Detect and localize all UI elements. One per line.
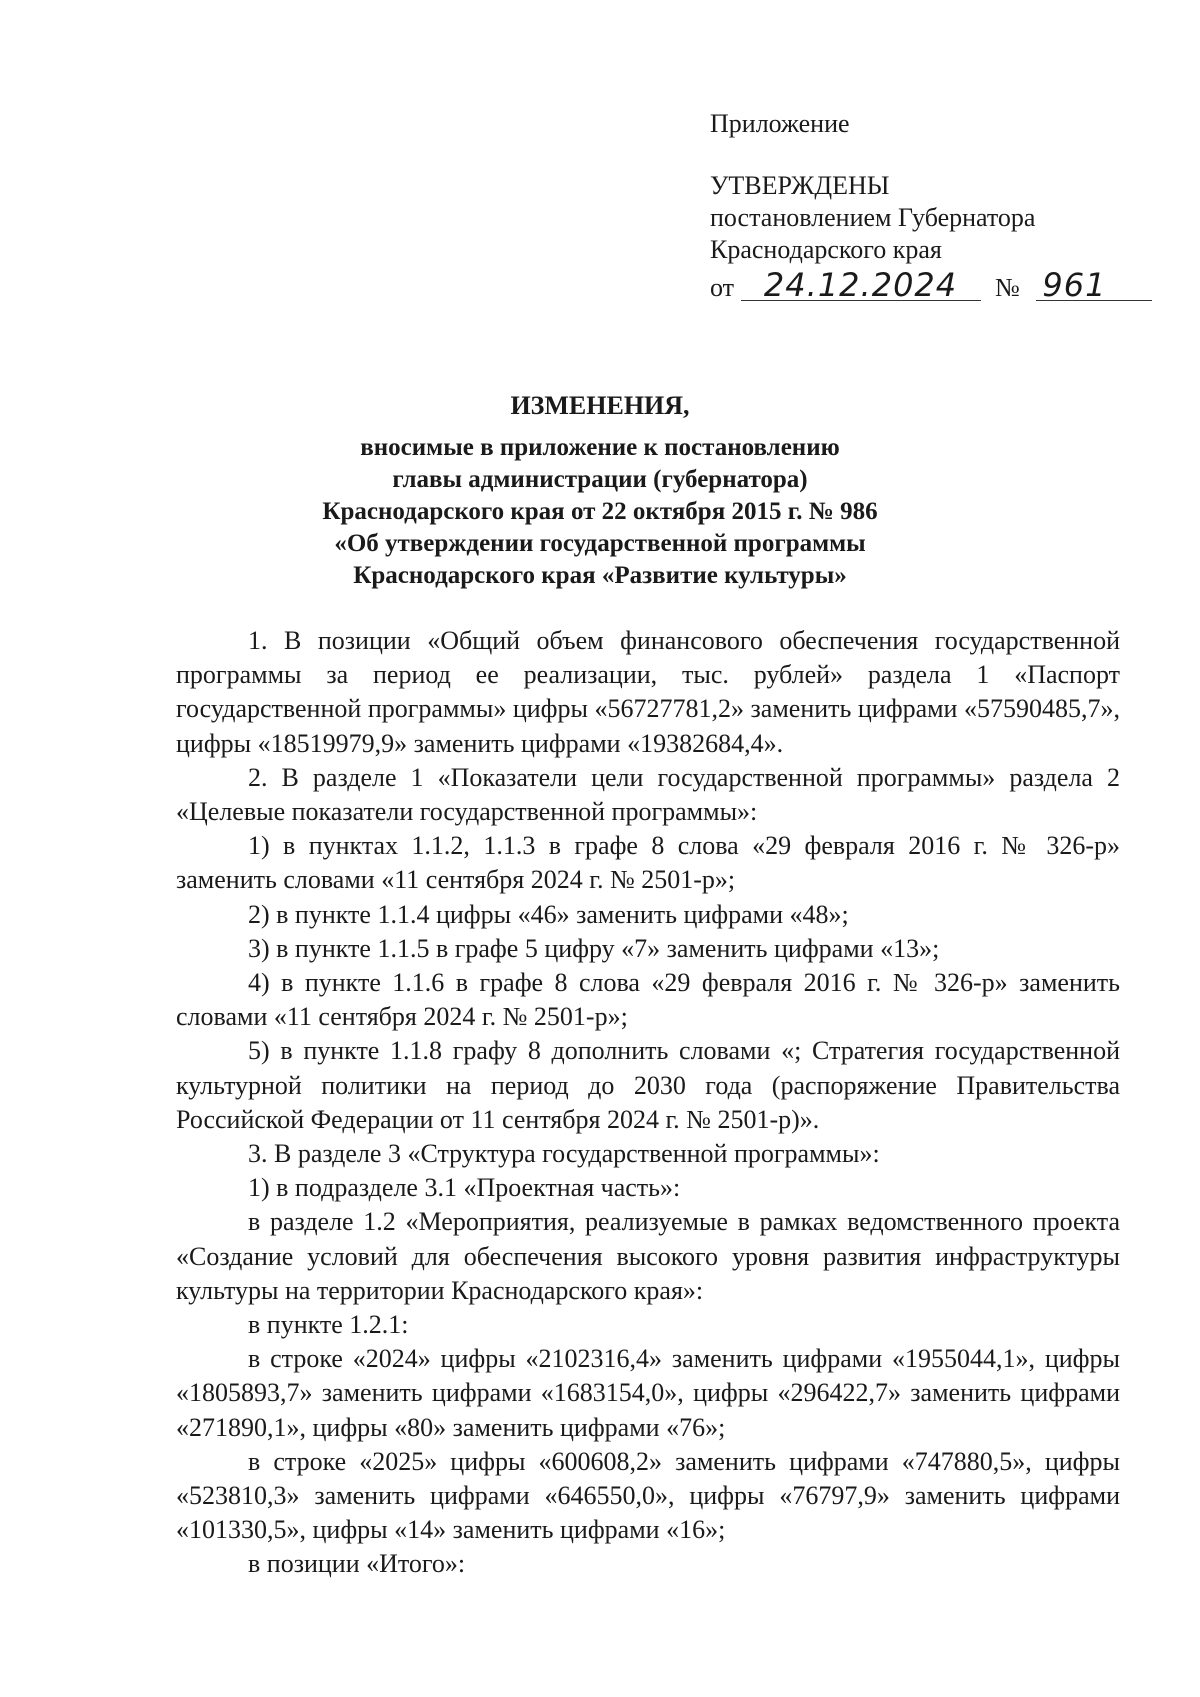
- date-number-line: [710, 266, 1150, 304]
- paragraph: 3. В разделе 3 «Структура государственной программы»:: [248, 1139, 880, 1169]
- paragraph: 1. В позиции «Общий объем финансового обеспечения государственной программы за период ее реализации, тыс. рублей» раздела 1 «Паспорт государственной программы» цифры «56727781,2» заменить цифрами «57590485,7», цифры «18519979,9» заменить цифрами «19382684,4».: [176, 626, 1120, 758]
- approved-by-line2: Краснодарского края: [710, 235, 942, 264]
- number-sign: №: [995, 273, 1020, 302]
- approved-label: УТВЕРЖДЕНЫ: [710, 171, 890, 200]
- paragraph: 5) в пункте 1.1.8 графу 8 дополнить словами «; Стратегия государственной культурной политики на период до 2030 года (распоряжение Правительства Российской Федерации от 11 сентября 2024 г. № 2501-р)».: [176, 1036, 1120, 1134]
- paragraph: в пункте 1.2.1:: [248, 1310, 409, 1340]
- paragraph: в позиции «Итого»:: [248, 1549, 466, 1579]
- title-line: вносимые в приложение к постановлению: [360, 434, 840, 461]
- paragraph: 2) в пункте 1.1.4 цифры «46» заменить цифрами «48»;: [248, 899, 849, 929]
- handwritten-number: 961: [1036, 270, 1152, 301]
- paragraph: 3) в пункте 1.1.5 в графе 5 цифру «7» заменить цифрами «13»;: [248, 933, 940, 963]
- title-main: ИЗМЕНЕНИЯ,: [510, 391, 690, 420]
- approval-header: [710, 108, 1150, 304]
- paragraph: 2. В разделе 1 «Показатели цели государственной программы» раздела 2 «Целевые показатели государственной программы»:: [176, 762, 1120, 827]
- paragraph: 4) в пункте 1.1.6 в графе 8 слова «29 февраля 2016 г. № 326-р» заменить словами «11 сентября 2024 г. № 2501-р»;: [176, 968, 1120, 1032]
- paragraph: в строке «2024» цифры «2102316,4» заменить цифрами «1955044,1», цифры «1805893,7» заменить цифрами «1683154,0», цифры «296422,7» заменить цифрами «271890,1», цифры «80» заменить цифрами «76»;: [176, 1344, 1120, 1442]
- title-line: Краснодарского края «Развитие культуры»: [353, 562, 847, 589]
- paragraph: в разделе 1.2 «Мероприятия, реализуемые в рамках ведомственного проекта «Создание условий для обеспечения высокого уровня развития инфраструктуры культуры на территории Краснодарского края»:: [176, 1207, 1120, 1305]
- title-line: Краснодарского края от 22 октября 2015 г. № 986: [322, 498, 878, 525]
- title-line: главы администрации (губернатора): [392, 466, 808, 493]
- paragraph: в строке «2025» цифры «600608,2» заменить цифрами «747880,5», цифры «523810,3» заменить цифрами «646550,0», цифры «76797,9» заменить цифрами «101330,5», цифры «14» заменить цифрами «16»;: [176, 1446, 1120, 1545]
- paragraph: 1) в подразделе 3.1 «Проектная часть»:: [248, 1173, 681, 1203]
- appendix-label: Приложение: [710, 109, 850, 138]
- from-label: от: [710, 273, 735, 302]
- paragraph: 1) в пунктах 1.1.2, 1.1.3 в графе 8 слова «29 февраля 2016 г. № 326-р» заменить словами «11 сентября 2024 г. № 2501-р»;: [176, 831, 1120, 895]
- handwritten-date: 24.12.2024: [741, 270, 981, 301]
- approved-by-line1: постановлением Губернатора: [710, 203, 1036, 232]
- title-line: «Об утверждении государственной программы: [334, 530, 866, 557]
- document-body: [176, 624, 1120, 1582]
- document-title: [200, 390, 1000, 592]
